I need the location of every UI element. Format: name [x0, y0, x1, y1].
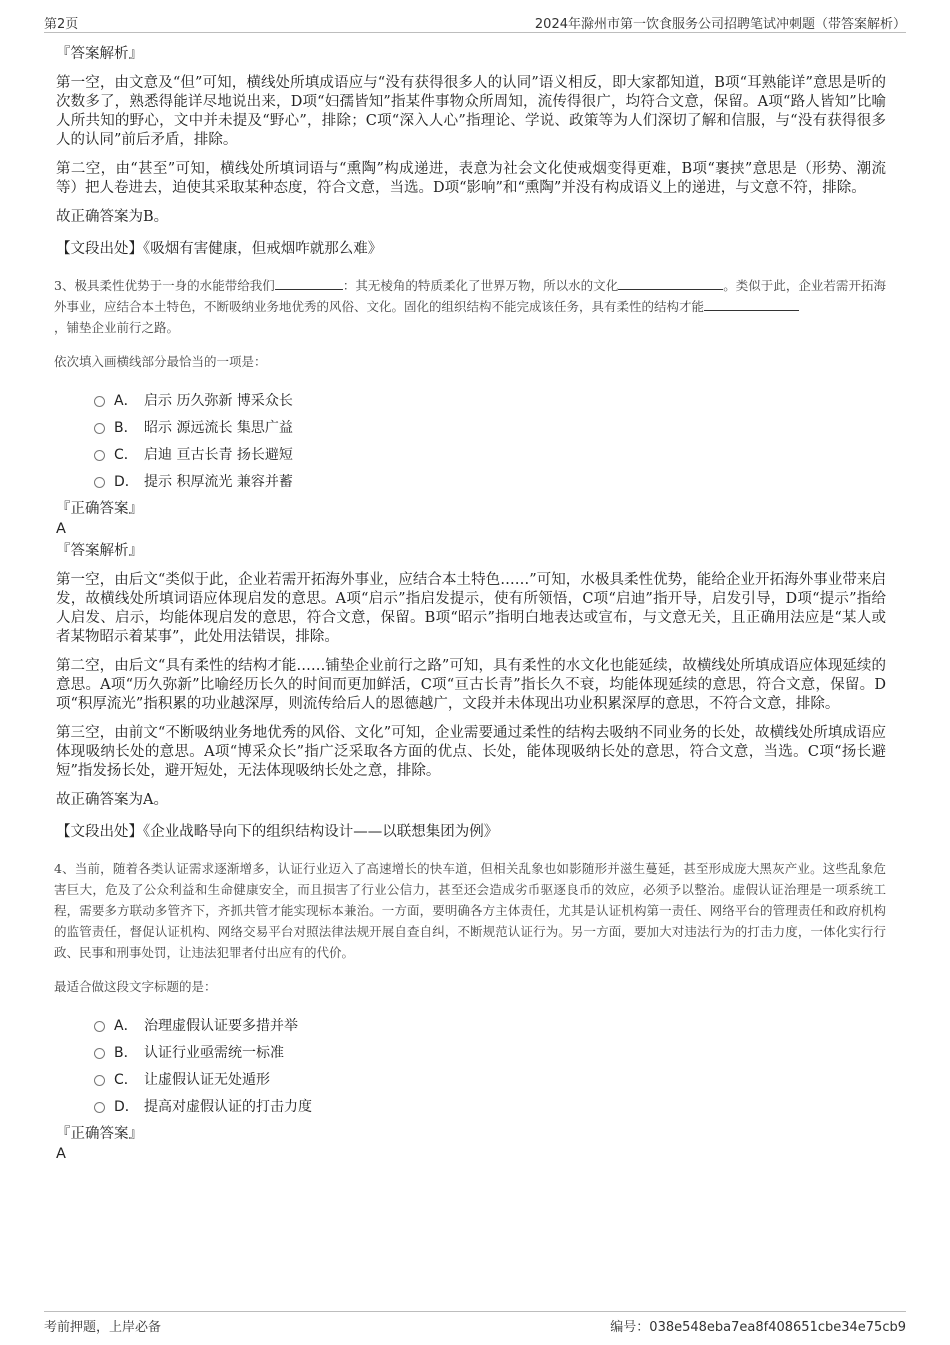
- option-d[interactable]: D． 提高对虚假认证的打击力度: [94, 1092, 886, 1119]
- answer-blank: [704, 298, 799, 311]
- passage-source: 【文段出处】《吸烟有害健康，但戒烟咋就那么难》: [56, 241, 383, 257]
- option-list: [94, 1011, 886, 1119]
- option-b[interactable]: B． 昭示 源远流长 集思广益: [94, 413, 886, 440]
- footer-slogan: 考前押题，上岸必备: [44, 1320, 162, 1335]
- option-text: 启迪 亘古长青 扬长避短: [144, 446, 293, 463]
- option-text: 提高对虚假认证的打击力度: [144, 1098, 312, 1115]
- page-content: [56, 44, 886, 1166]
- passage-source: 【文段出处】《企业战略导向下的组织结构设计——以联想集团为例》: [56, 824, 499, 840]
- analysis-paragraph: 第二空，由“甚至”可知，横线处所填词语与“熏陶”构成递进，表意为社会文化使戒烟变得更难，B项“裹挟”意思是（形势、潮流等）把人卷进去，迫使其采取某种态度，符合文意，当选。D项“影响”和“熏陶”并没有构成语义上的递进，与文意不符，排除。: [56, 161, 886, 196]
- analysis-label: 『答案解析』: [56, 543, 143, 559]
- question-stem: 4、当前，随着各类认证需求逐渐增多，认证行业迈入了高速增长的快车道，但相关乱象也如影随形并滋生蔓延，甚至形成庞大黑灰产业。这些乱象危害巨大，危及了公众利益和生命健康安全，而且损害了行业公信力，甚至还会造成劣币驱逐良币的效应，必须予以整治。虚假认证治理是一项系统工程，需要多方联动多管齐下，齐抓共管才能实现标本兼治。一方面，要明确各方主体责任，尤其是认证机构第一责任、网络平台的管理责任和政府机构的监管责任，督促认证机构、网络交易平台对照法律法规开展自查自纠，不断规范认证行为。另一方面，要加大对违法行为的打击力度，一体化实行行政、民事和刑事处罚，让违法犯罪者付出应有的代价。: [54, 861, 886, 960]
- analysis-paragraph: 第一空，由后文“类似于此，企业若需开拓海外事业，应结合本土特色……”可知，水极具柔性优势，能给企业开拓海外事业带来启发，故横线处所填词语应体现启发的意思。A项“启示”指启发提示，使有所领悟，C项“启迪”指开导，启发引导，D项“提示”指给人启发、启示，均能体现启发的意思，符合文意，保留。B项“昭示”指明白地表达或宣布，与文意无关，且正确用法应是“某人或者某物昭示着某事”，此处用法错误，排除。: [56, 572, 886, 645]
- radio-icon[interactable]: [94, 1021, 105, 1032]
- option-b[interactable]: B． 认证行业亟需统一标准: [94, 1038, 886, 1065]
- option-d[interactable]: D． 提示 积厚流光 兼容并蓄: [94, 467, 886, 494]
- analysis-paragraph: 第一空，由文意及“但”可知，横线处所填成语应与“没有获得很多人的认同”语义相反，即大家都知道，B项“耳熟能详”意思是听的次数多了，熟悉得能详尽地说出来，D项“妇孺皆知”指某件事物众所周知，流传得很广，均符合文意，保留。A项“路人皆知”比喻人所共知的野心，文中并未提及“野心”，排除；C项“深入人心”指理论、学说、政策等为人们深切了解和信服，与“没有获得很多人的认同”前后矛盾，排除。: [56, 75, 886, 148]
- radio-icon[interactable]: [94, 450, 105, 461]
- correct-answer: A: [56, 1146, 66, 1162]
- option-a[interactable]: A． 启示 历久弥新 博采众长: [94, 386, 886, 413]
- option-list: [94, 386, 886, 494]
- option-c[interactable]: C． 启迪 亘古长青 扬长避短: [94, 440, 886, 467]
- option-text: 认证行业亟需统一标准: [144, 1044, 284, 1061]
- radio-icon[interactable]: [94, 1102, 105, 1113]
- question-prompt: 依次填入画横线部分最恰当的一项是：: [54, 354, 267, 369]
- radio-icon[interactable]: [94, 1075, 105, 1086]
- page-number: 第2页: [44, 17, 79, 32]
- option-c[interactable]: C． 让虚假认证无处遁形: [94, 1065, 886, 1092]
- document-title: 2024年滁州市第一饮食服务公司招聘笔试冲刺题（带答案解析）: [534, 17, 906, 32]
- option-a[interactable]: A． 治理虚假认证要多措并举: [94, 1011, 886, 1038]
- analysis-conclusion: 故正确答案为B。: [56, 209, 169, 225]
- analysis-paragraph: 第二空，由后文“具有柔性的结构才能……铺垫企业前行之路”可知，具有柔性的水文化也能延续，故横线处所填成语应体现延续的意思。A项“历久弥新”比喻经历长久的时间而更加鲜活，C项“亘古长青”指长久不衰，均能体现延续的意思，符合文意，保留。D项“积厚流光”指积累的功业越深厚，则流传给后人的恩德越广，文段并未体现出功业积累深厚的意思，不符合文意，排除。: [56, 658, 886, 712]
- analysis-paragraph: 第三空，由前文“不断吸纳业务地优秀的风俗、文化”可知，企业需要通过柔性的结构去吸纳不同业务的长处，故横线处所填成语应体现吸纳长处的意思。A项“博采众长”指广泛采取各方面的优点、长处，能体现吸纳长处的意思，符合文意，当选。C项“扬长避短”指发扬长处，避开短处，无法体现吸纳长处之意，排除。: [56, 725, 886, 779]
- answer-blank: [618, 277, 723, 290]
- correct-answer-label: 『正确答案』: [56, 1126, 143, 1142]
- question-4: [56, 858, 886, 1164]
- page-header: [44, 10, 906, 33]
- page-footer: [44, 1311, 906, 1334]
- radio-icon[interactable]: [94, 423, 105, 434]
- question-3: [56, 275, 886, 842]
- correct-answer: A: [56, 521, 66, 537]
- correct-answer-label: 『正确答案』: [56, 501, 143, 517]
- analysis-conclusion: 故正确答案为A。: [56, 792, 168, 808]
- question-2-analysis: [56, 44, 886, 259]
- question-prompt: 最适合做这段文字标题的是：: [54, 979, 217, 994]
- option-text: 启示 历久弥新 博采众长: [144, 392, 293, 409]
- option-text: 治理虚假认证要多措并举: [144, 1017, 298, 1034]
- option-text: 昭示 源远流长 集思广益: [144, 419, 293, 436]
- analysis-label: 『答案解析』: [56, 46, 143, 62]
- radio-icon[interactable]: [94, 1048, 105, 1059]
- question-stem: 3、极具柔性优势于一身的水能带给我们 ：其无棱角的特质柔化了世界万物，所以水的文化 。类似于此，企业若需开拓海外事业，应结合本土特色，不断吸纳业务地优秀的风俗、文化。固化的组织结构不能完成该任务，具有柔性的结构才能 ，铺垫企业前行之路。: [54, 278, 886, 335]
- radio-icon[interactable]: [94, 396, 105, 407]
- radio-icon[interactable]: [94, 477, 105, 488]
- option-text: 提示 积厚流光 兼容并蓄: [144, 473, 293, 490]
- document-id: 编号：038e548eba7ea8f408651cbe34e75cb9: [610, 1320, 906, 1335]
- option-text: 让虚假认证无处遁形: [144, 1071, 270, 1088]
- answer-blank: [275, 277, 343, 290]
